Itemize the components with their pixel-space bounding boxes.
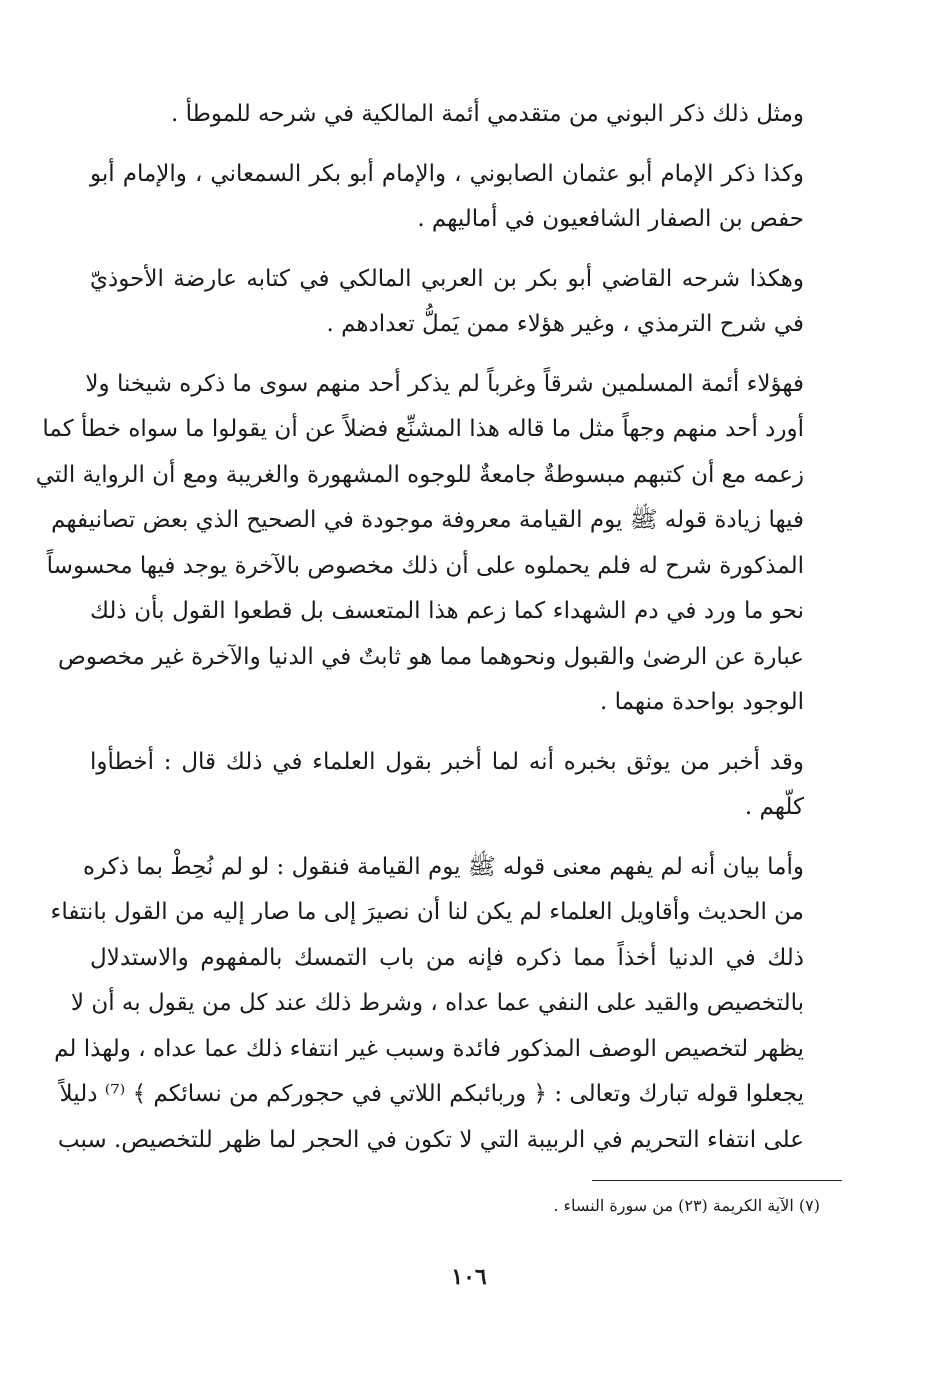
- page-number: ١٠٦: [451, 1264, 487, 1290]
- paragraph: [90, 152, 842, 243]
- text-line: كلّهم .: [744, 794, 804, 820]
- paragraph: [90, 92, 842, 138]
- text-line: يجعلوا قوله تبارك وتعالى : ﴿ وربائبكم اللاتي في حجوركم من نسائكم ﴾ ⁽⁷⁾ دليلاً: [59, 1081, 804, 1107]
- text-line: وهكذا شرحه القاضي أبو بكر بن العربي المالكي في كتابه عارضة الأحوذيّ: [90, 265, 804, 292]
- text-line: وكذا ذكر الإمام أبو عثمان الصابوني ، والإمام أبو بكر السمعاني ، والإمام أبو: [90, 160, 804, 187]
- text-line: بالتخصيص والقيد على النفي عما عداه ، وشرط ذلك عند كل من يقول به أن لا: [70, 990, 804, 1016]
- text-line: زعمه مع أن كتبهم مبسوطةٌ جامعةٌ للوجوه المشهورة والغريبة ومع أن الرواية التي: [35, 461, 804, 488]
- text-line: من الحديث وأقاويل العلماء لم يكن لنا أن نصيرَ إلى ما صار إليه من القول بانتفاء: [50, 899, 804, 925]
- text-line: الوجود بواحدة منهما .: [599, 689, 804, 715]
- text-line: وقد أخبر من يوثق بخبره أنه لما أخبر بقول العلماء في ذلك قال : أخطأوا: [90, 748, 804, 775]
- paragraph: [50, 845, 842, 1164]
- footnote-divider: [592, 1180, 842, 1181]
- text-line: نحو ما ورد في دم الشهداء كما زعم هذا المتعسف بل قطعوا القول بأن ذلك: [90, 598, 804, 624]
- text-line: يظهر لتخصيص الوصف المذكور فائدة وسبب غير انتفاء ذلك عما عداه ، ولهذا لم: [54, 1035, 804, 1062]
- text-line: على انتفاء التحريم في الربيبة التي لا تكون في الحجر لما ظهر للتخصيص. سبب: [57, 1126, 804, 1153]
- text-line: ذلك في الدنيا أخذاً مما ذكره فإنه من باب التمسك بالمفهوم والاستدلال: [90, 944, 804, 971]
- paragraph: [90, 740, 842, 831]
- text-line: وأما بيان أنه لم يفهم معنى قوله ﷺ يوم القيامة فنقول : لو لم نُحِطْ بما ذكره: [83, 853, 804, 880]
- text-line: المذكورة شرح له فلم يحملوه على أن ذلك مخصوص بالآخرة يوجد فيها محسوساً: [46, 552, 804, 579]
- text-line: حفص بن الصفار الشافعيون في أماليهم .: [417, 206, 804, 232]
- text-line: فهؤلاء أئمة المسلمين شرقاً وغرباً لم يذكر أحد منهم سوى ما ذكره شيخنا ولا: [85, 370, 804, 397]
- main-text: [35, 92, 842, 1177]
- paragraph: [35, 362, 842, 726]
- text-line: عبارة عن الرضىٰ والقبول ونحوهما مما هو ثابتٌ في الدنيا والآخرة غير مخصوص: [58, 643, 804, 670]
- paragraph: [90, 257, 842, 348]
- footnote: (٧) الآية الكريمة (٢٣) من سورة النساء .: [553, 1196, 820, 1215]
- text-line: ومثل ذلك ذكر البوني من متقدمي أئمة المالكية في شرحه للموطأ .: [170, 101, 804, 127]
- text-line: في شرح الترمذي ، وغير هؤلاء ممن يَملُّ تعدادهم .: [326, 311, 804, 337]
- text-line: فيها زيادة قوله ﷺ يوم القيامة معروفة موجودة في الصحيح الذي بعض تصانيفهم: [51, 507, 804, 533]
- text-line: أورد أحد منهم وجهاً مثل ما قاله هذا المشنِّع فضلاً عن أن يقولوا ما سواه خطأ كما: [42, 416, 804, 442]
